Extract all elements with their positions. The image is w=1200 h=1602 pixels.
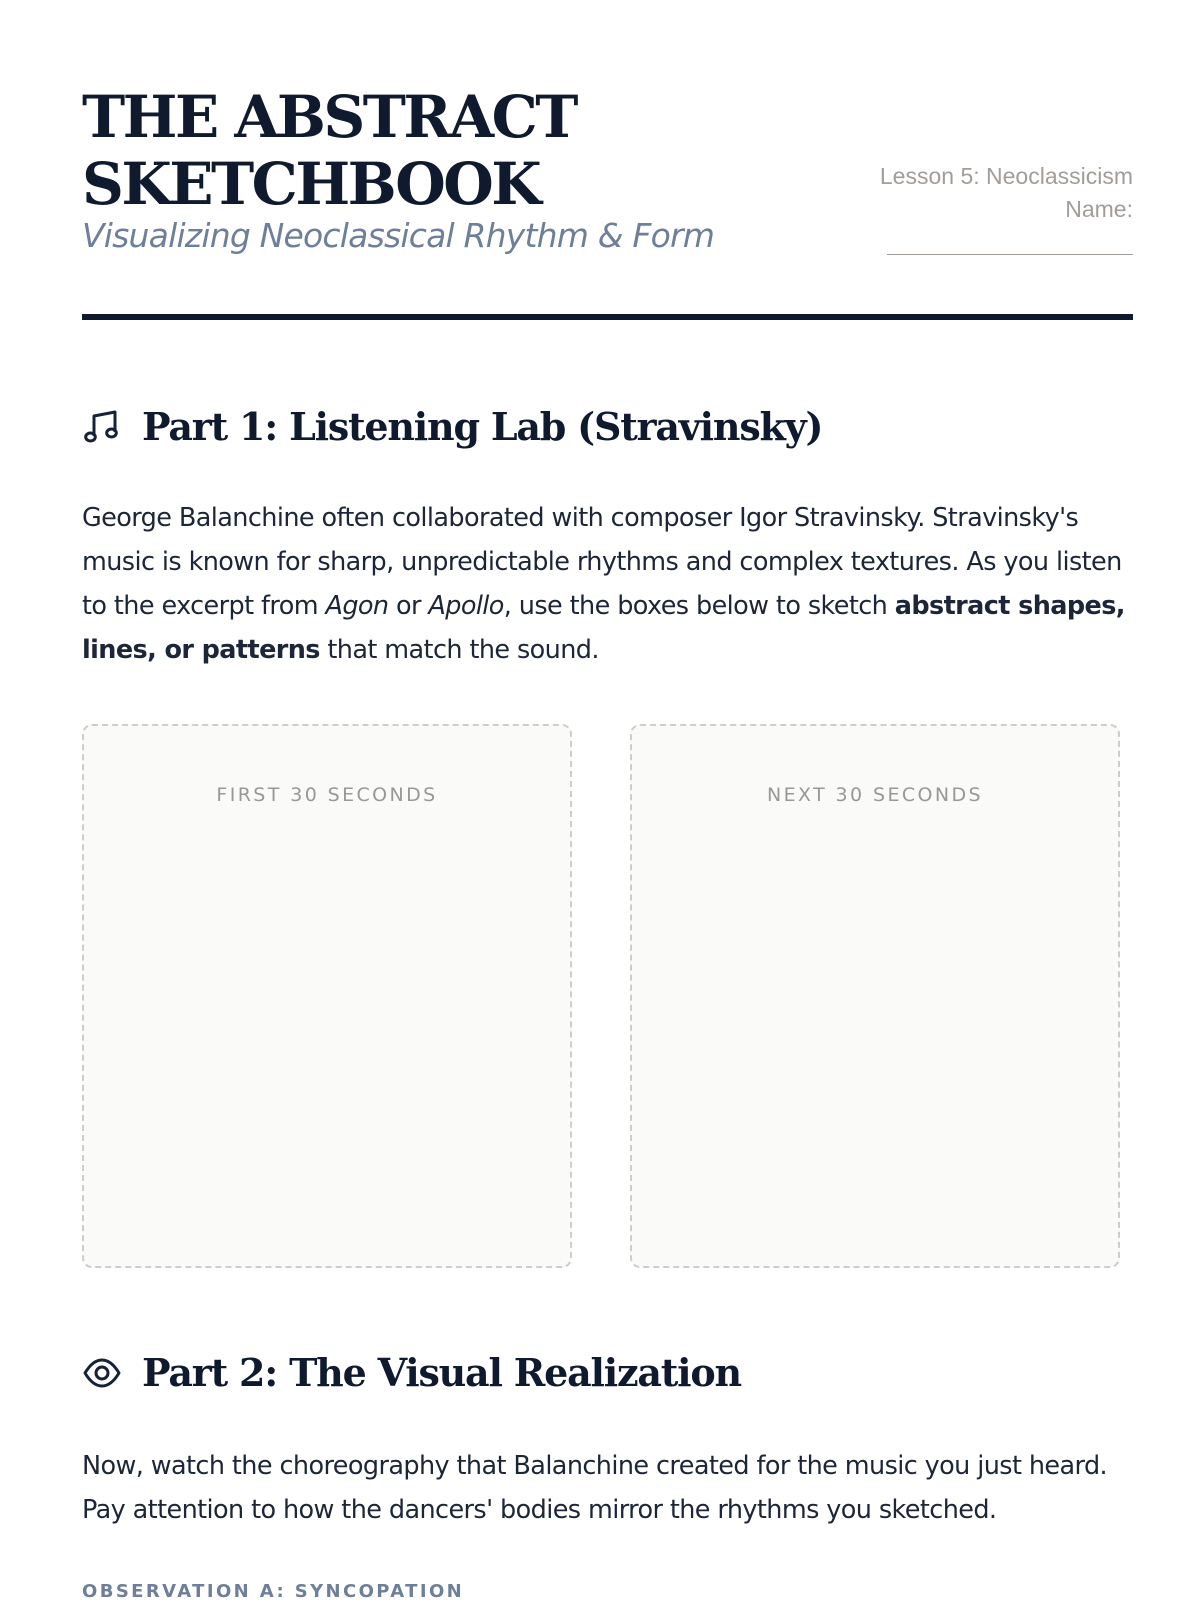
part2-heading: Part 2: The Visual Realization [142,1350,741,1395]
name-field[interactable] [887,226,1133,255]
worksheet-page [82,0,1133,1602]
worksheet-header [82,0,1133,322]
part2-intro: Now, watch the choreography that Balanchine created for the music you just heard. Pay attention to how the dancers' bodies mirror the rhythms you sketched. [82,1451,1108,1525]
header-divider [82,314,1133,320]
observation-a-heading: OBSERVATION A: SYNCOPATION [82,1581,465,1602]
title-line-2: SKETCHBOOK [82,150,540,218]
work-title-apollo: Apollo [428,591,504,621]
sketch-box-first[interactable] [82,724,572,1268]
lesson-label: Lesson 5: Neoclassicism [879,163,1133,189]
part1-intro-text-3: , use the boxes below to sketch [503,591,895,621]
eye-icon [82,1353,122,1393]
page-title [82,84,576,218]
sketch-box-next[interactable] [630,724,1120,1268]
part1-intro-text-1: George Balanchine often collaborated with composer Igor Stravinsky. Stravinsky's music is known for sharp, unpredictable rhythms and complex textures. As you listen to the excerpt from [82,503,1122,621]
sketch-box-label: NEXT 30 SECONDS [767,784,983,806]
sketch-box-label: FIRST 30 SECONDS [216,784,438,806]
part1-emphasis: abstract shapes, lines, or patterns [82,591,1125,665]
part1-intro-text-2: or [388,591,429,621]
part1-heading: Part 1: Listening Lab (Stravinsky) [142,404,823,449]
page-subtitle: Visualizing Neoclassical Rhythm & Form [82,216,715,255]
part2-heading-row [82,1350,741,1395]
name-label: Name: [1065,196,1133,222]
lesson-meta [880,160,1133,255]
music-note-icon [82,407,122,447]
work-title-agon: Agon [325,591,389,621]
title-line-1: THE ABSTRACT [82,83,576,151]
part1-heading-row [82,404,822,449]
part1-intro-text-4: that match the sound. [319,635,599,665]
part1-intro [82,496,1133,672]
